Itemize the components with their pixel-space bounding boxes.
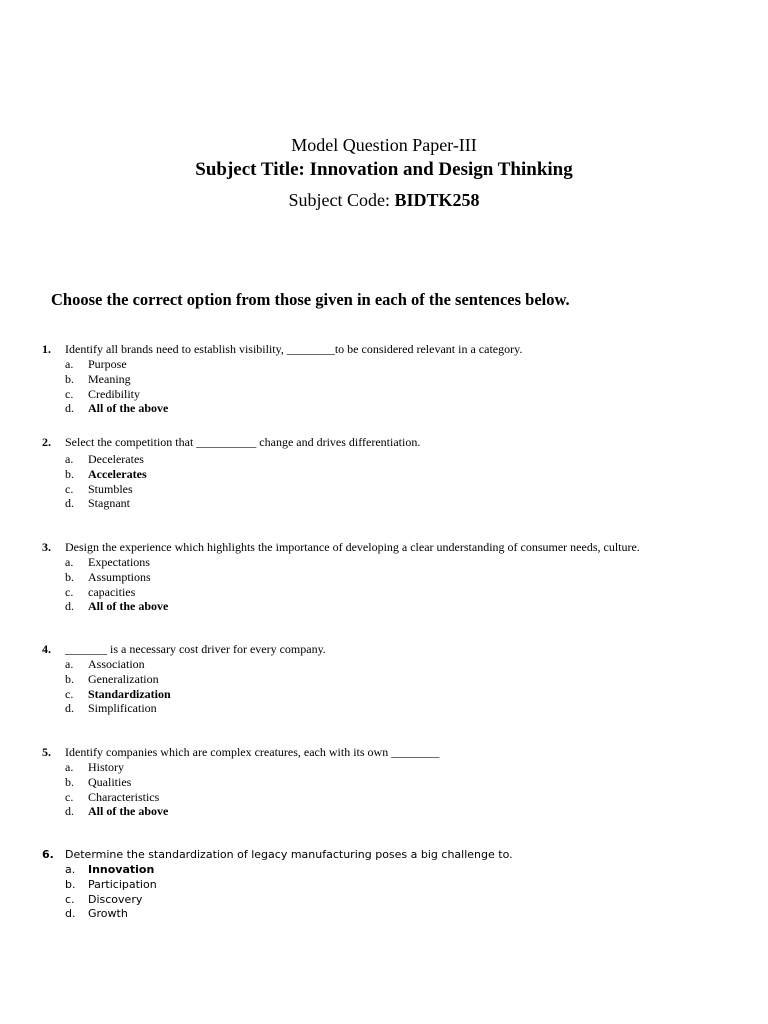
correct-option-text: Standardization: [88, 686, 171, 701]
option-letter: d.: [65, 701, 74, 716]
question-text: Select the competition that __________ change and drives differentiation.: [65, 435, 421, 449]
question-number: 1.: [42, 342, 51, 356]
option-letter: a.: [65, 760, 74, 774]
question-number: 3.: [42, 540, 51, 554]
option-letter: b.: [65, 371, 74, 386]
option-letter: c.: [65, 789, 74, 804]
subject-code: [0, 189, 768, 211]
question-text: Identify all brands need to establish visibility, ________to be considered relevant in a category.: [65, 342, 523, 356]
option-text: Simplification: [88, 701, 157, 716]
option-letter: d.: [65, 496, 74, 511]
question-4: [42, 642, 742, 716]
option-letter: d.: [65, 804, 74, 819]
option-text: Qualities: [88, 774, 132, 789]
question-number: 5.: [42, 745, 51, 759]
option-letter: c.: [65, 892, 75, 906]
option-text: Association: [88, 657, 145, 671]
correct-option-text: All of the above: [88, 599, 169, 614]
option-letter: a.: [65, 863, 76, 876]
option-text: Purpose: [88, 357, 127, 371]
option-letter: b.: [65, 671, 74, 686]
question-1: [42, 342, 742, 416]
option-letter: c.: [65, 686, 74, 701]
option-letter: c.: [65, 584, 74, 599]
option-text: Stumbles: [88, 481, 133, 496]
option-letter: a.: [65, 657, 74, 671]
question-number: 2.: [42, 435, 51, 449]
question-number: 6.: [42, 848, 54, 861]
option-text: Generalization: [88, 671, 159, 686]
option-letter: b.: [65, 569, 74, 584]
question-number: 4.: [42, 642, 51, 656]
paper-title: Model Question Paper-III: [291, 135, 477, 155]
question-text: Design the experience which highlights the importance of developing a clear understanding of consumer needs, culture.: [65, 540, 640, 554]
subject-code-label: Subject Code:: [288, 190, 395, 210]
question-text: _______ is a necessary cost driver for every company.: [65, 642, 326, 656]
option-letter: b.: [65, 877, 76, 891]
instruction: Choose the correct option from those given in each of the sentences below.: [51, 290, 570, 309]
question-5: [42, 745, 742, 819]
question-3: [42, 540, 742, 614]
option-letter: d.: [65, 401, 74, 416]
correct-option-text: All of the above: [88, 401, 169, 416]
option-text: History: [88, 760, 124, 774]
subject-title: Subject Title: Innovation and Design Thinking: [195, 159, 573, 180]
option-letter: a.: [65, 452, 74, 466]
correct-option-text: All of the above: [88, 804, 169, 819]
option-text: Assumptions: [88, 569, 151, 584]
subject-code-value: BIDTK258: [394, 190, 480, 210]
option-letter: c.: [65, 481, 74, 496]
question-2: [42, 435, 742, 511]
option-letter: d.: [65, 907, 76, 921]
question-text: Determine the standardization of legacy manufacturing poses a big challenge to.: [65, 848, 513, 861]
option-letter: b.: [65, 774, 74, 789]
option-letter: a.: [65, 555, 74, 569]
option-text: capacities: [88, 584, 136, 599]
option-letter: c.: [65, 386, 74, 401]
option-text: Decelerates: [88, 452, 144, 466]
correct-option-text: Innovation: [88, 863, 155, 876]
option-text: Characteristics: [88, 789, 160, 804]
question-text: Identify companies which are complex creatures, each with its own ________: [65, 745, 440, 759]
option-text: Meaning: [88, 371, 131, 386]
correct-option-text: Accelerates: [88, 466, 147, 481]
option-text: Expectations: [88, 555, 150, 569]
option-text: Stagnant: [88, 496, 130, 511]
option-letter: b.: [65, 466, 74, 481]
option-text: Growth: [88, 907, 128, 921]
option-letter: d.: [65, 599, 74, 614]
question-6: [42, 847, 742, 921]
option-text: Participation: [88, 877, 157, 891]
option-text: Credibility: [88, 386, 140, 401]
option-text: Discovery: [88, 892, 143, 906]
option-letter: a.: [65, 357, 74, 371]
